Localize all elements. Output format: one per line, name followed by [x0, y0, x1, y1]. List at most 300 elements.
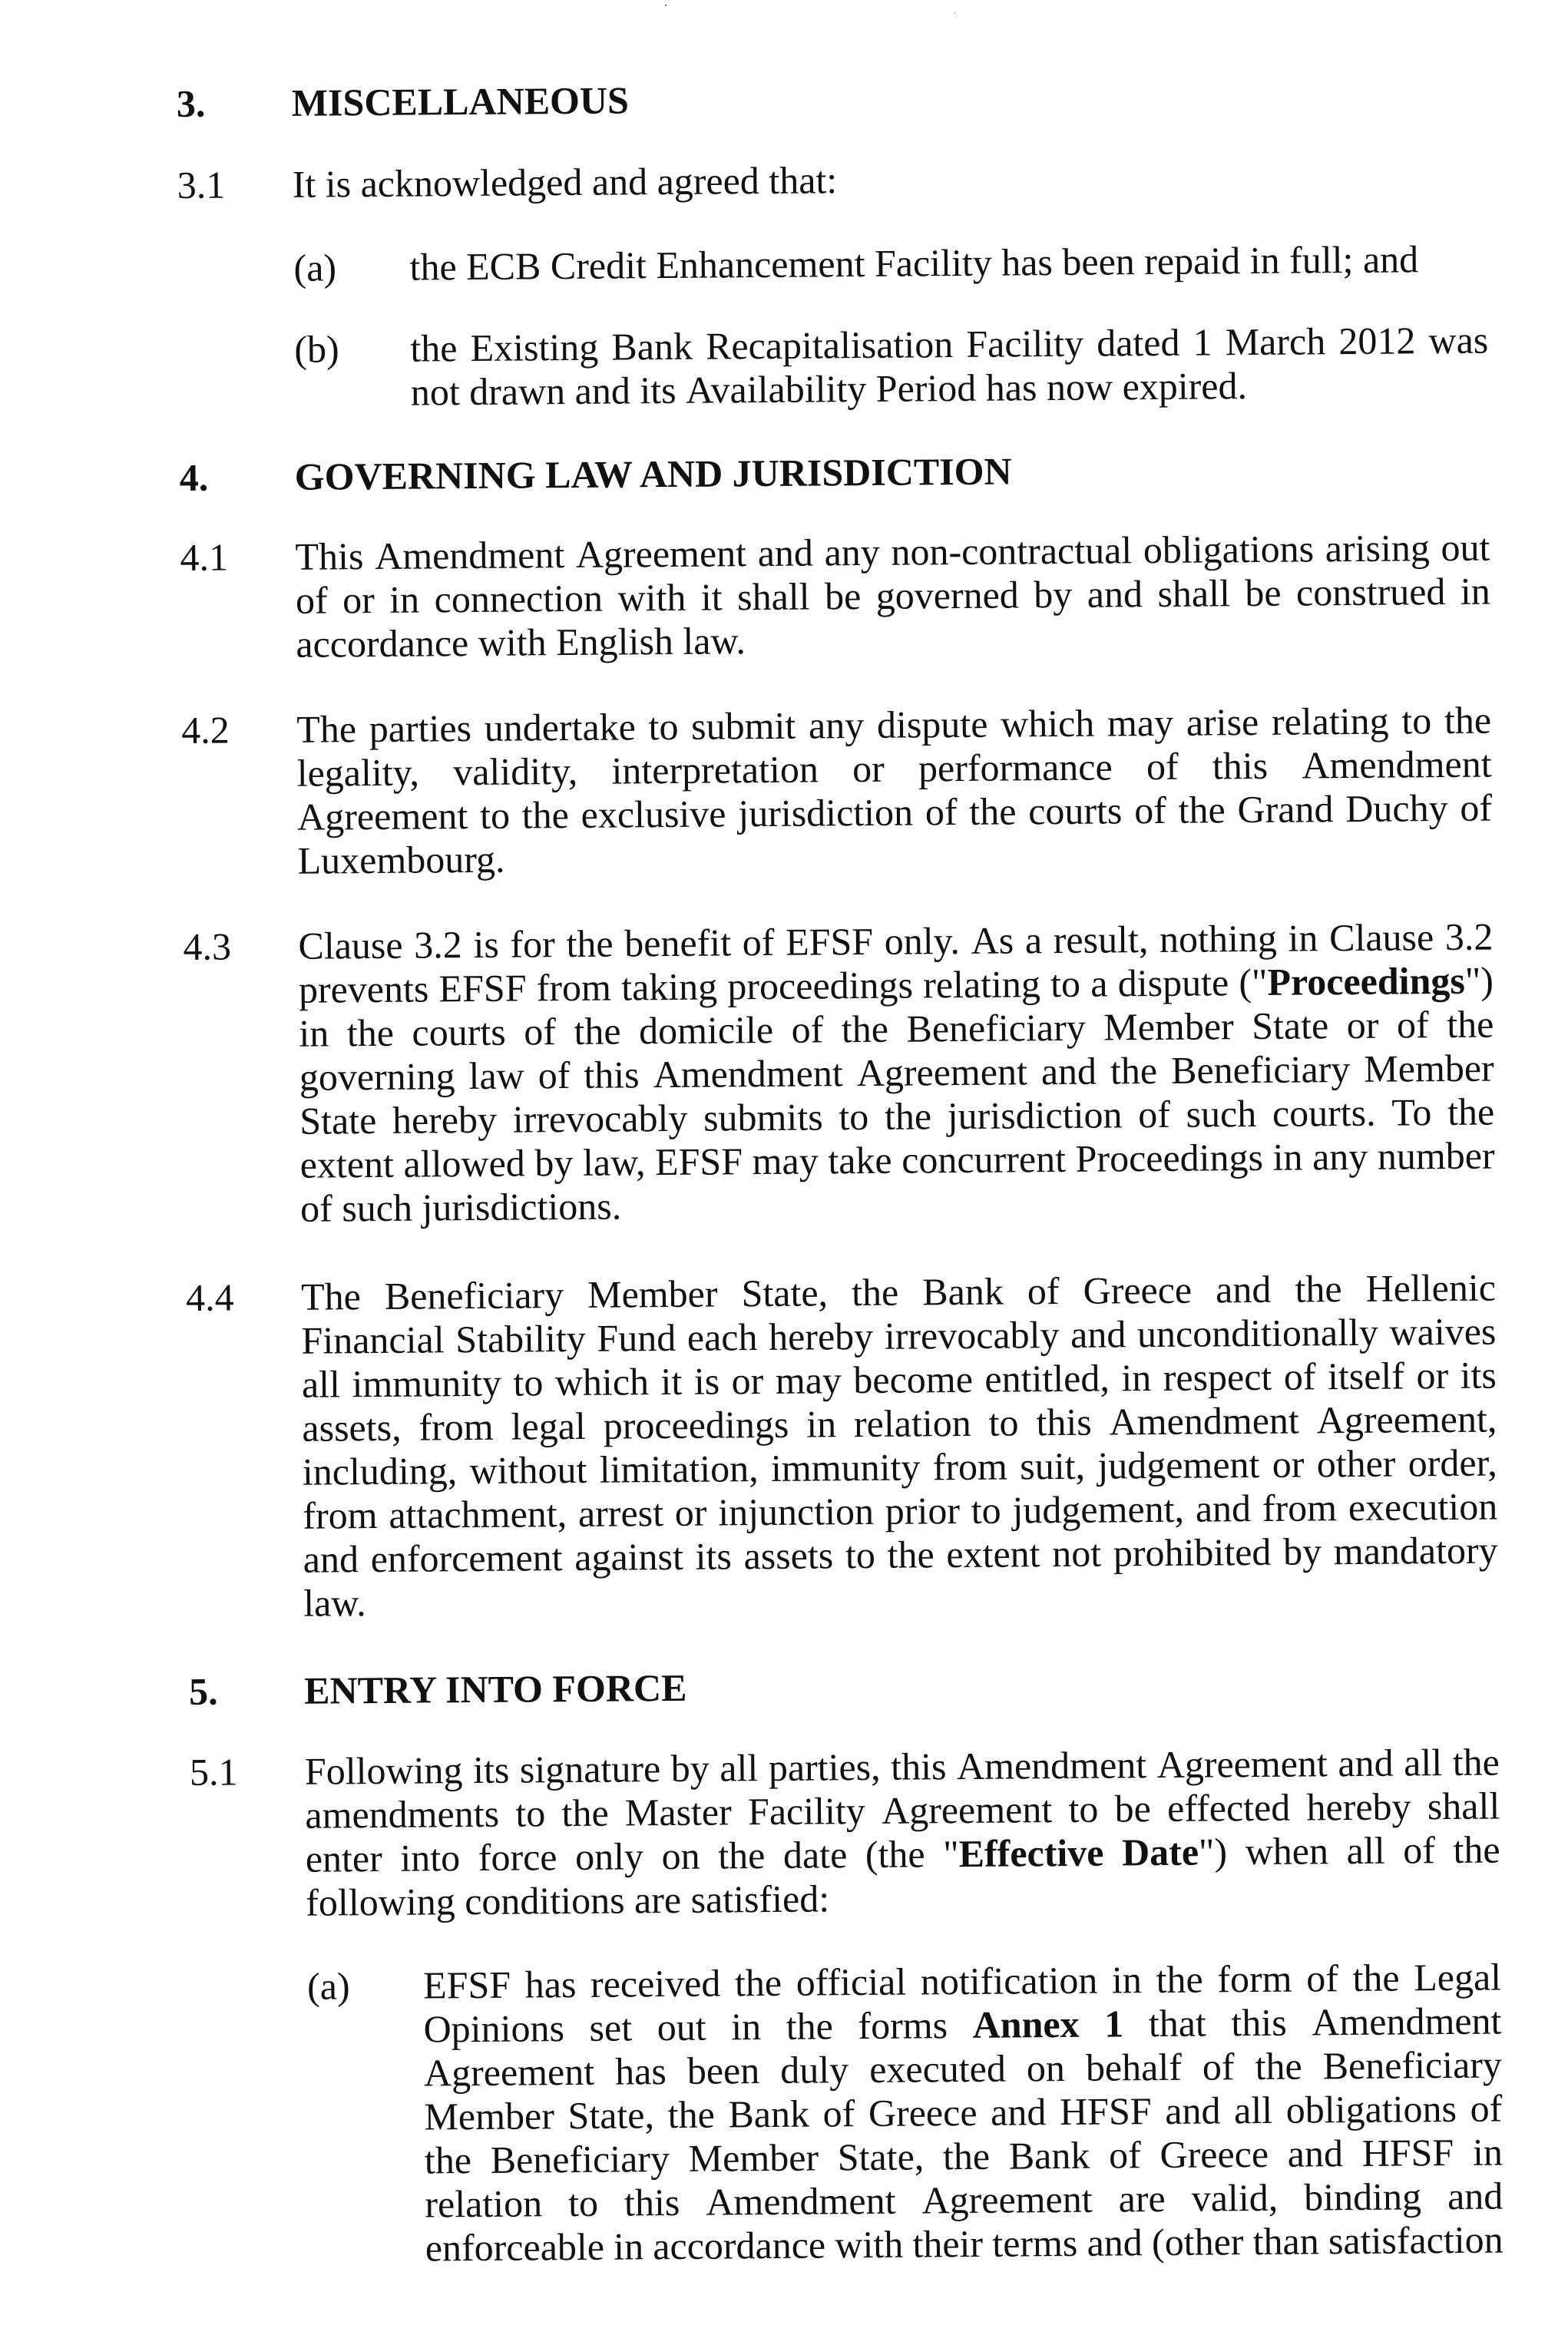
word: shall — [1157, 571, 1231, 615]
word: to — [1050, 961, 1081, 1006]
word: to — [515, 1791, 546, 1835]
word: Greece — [868, 2090, 978, 2135]
word: against — [574, 1534, 684, 1579]
word: to — [513, 1361, 544, 1404]
word: Clause — [298, 923, 403, 967]
item-text — [423, 1956, 1503, 2270]
item-text — [410, 319, 1489, 415]
clause-number: 4.4 — [185, 1275, 234, 1319]
word: when — [1245, 1829, 1329, 1874]
word: Stability — [455, 1316, 586, 1361]
word: has — [524, 1962, 577, 2006]
word: the — [566, 921, 614, 966]
clause-3-1 — [0, 153, 1568, 207]
word: dispute — [1117, 961, 1229, 1005]
word: all — [1403, 1741, 1443, 1784]
item-label: (b) — [294, 327, 339, 371]
word: undertake — [484, 705, 637, 749]
word: courts — [412, 1010, 506, 1054]
word: from — [1262, 1486, 1338, 1530]
word: hereby — [392, 1097, 498, 1142]
word: date — [782, 1833, 848, 1877]
word: to — [479, 793, 511, 837]
word: repaid — [1144, 239, 1241, 283]
clause-5-1 — [13, 1740, 1568, 1924]
word: Beneficiary — [1170, 1047, 1351, 1092]
word: satisfied: — [690, 1877, 830, 1921]
word: dated — [1096, 320, 1180, 365]
word: (the — [865, 1832, 925, 1877]
word: of — [1027, 1269, 1060, 1313]
word: in — [299, 1011, 329, 1055]
word: performance — [918, 745, 1113, 790]
word: of — [295, 578, 328, 622]
word: Beneficiary — [384, 1273, 564, 1318]
word: its — [1460, 1353, 1497, 1397]
word: State — [1251, 1004, 1329, 1048]
word: number — [1377, 1133, 1495, 1178]
word: relating — [1271, 699, 1389, 743]
word: EFSF — [422, 1963, 511, 2007]
word: form — [1217, 1956, 1292, 2001]
word: binding — [1304, 2175, 1422, 2219]
text-line — [301, 1310, 1496, 1363]
word: obligations — [1143, 527, 1315, 572]
clause-text — [296, 699, 1493, 883]
word: irrevocably — [884, 1313, 1060, 1358]
word: courts. — [1272, 1090, 1376, 1135]
word: all — [1233, 2088, 1273, 2132]
word: Agreement — [881, 1788, 1053, 1832]
word: Member — [587, 1272, 718, 1316]
word: the — [786, 2004, 834, 2048]
word: set — [589, 2006, 633, 2049]
word: arrest — [577, 1491, 664, 1535]
word: forms — [858, 2003, 948, 2048]
clause-3-1-item-a — [1, 236, 1568, 289]
word: nothing — [1159, 916, 1278, 961]
word: it — [700, 575, 723, 619]
word: the — [424, 2138, 472, 2182]
word: is — [473, 922, 500, 966]
word: and — [1087, 572, 1143, 616]
word: in — [1249, 238, 1280, 283]
word: jurisdiction — [738, 790, 914, 835]
word: of — [1460, 785, 1493, 829]
word: the — [1156, 1957, 1203, 2002]
word: ECB — [465, 244, 541, 289]
word: or — [342, 577, 375, 622]
word: legal — [511, 1404, 587, 1448]
word: Hellenic — [1365, 1265, 1497, 1310]
word: Member — [1364, 1046, 1494, 1090]
word: assets, — [302, 1405, 402, 1450]
word: in — [613, 2224, 644, 2268]
clause-text — [301, 1266, 1499, 1626]
word: notification — [920, 1958, 1098, 2003]
word: its — [472, 1748, 510, 1792]
word: Period — [875, 365, 977, 410]
word: not — [1052, 1531, 1102, 1576]
word: or — [1272, 1442, 1305, 1486]
word: submits — [703, 1095, 823, 1139]
word: only. — [884, 919, 961, 963]
word: hereby — [1306, 1784, 1411, 1829]
word: take — [828, 1138, 892, 1182]
clause-number: 4.1 — [180, 535, 229, 579]
word: unconditionally — [1136, 1310, 1379, 1356]
word: Beneficiary — [1322, 2042, 1503, 2088]
word: accordance — [296, 621, 469, 666]
word: be — [824, 574, 862, 618]
word: interpretation — [611, 747, 819, 792]
text-line — [411, 362, 1489, 415]
word: or — [1416, 1354, 1449, 1397]
clause-number: 3.1 — [177, 163, 226, 207]
word: the — [942, 2134, 991, 2178]
word: of — [1108, 2133, 1141, 2177]
word: and — [303, 1537, 359, 1581]
word: legality, — [296, 750, 420, 795]
word: Member — [1103, 1004, 1234, 1049]
word: signature — [519, 1747, 661, 1791]
word: a — [1024, 918, 1043, 962]
word: not — [410, 370, 460, 414]
word: governing — [299, 1054, 455, 1099]
word: been — [1062, 240, 1135, 283]
word: other — [1316, 1441, 1396, 1486]
word: the — [667, 2092, 715, 2137]
word: Bank — [611, 324, 693, 369]
word: following — [306, 1880, 455, 1924]
word: by — [534, 1140, 574, 1185]
clause-number: 4.2 — [181, 708, 230, 752]
word: from — [303, 1493, 378, 1537]
clause-4-1 — [3, 525, 1568, 666]
text-line — [300, 1134, 1495, 1187]
word: become — [853, 1357, 974, 1402]
word: the — [574, 1009, 621, 1053]
word: arising — [1325, 526, 1431, 571]
text-line — [297, 830, 1492, 883]
word: of — [524, 1010, 557, 1053]
word: to — [971, 1488, 1001, 1532]
word: relating — [922, 962, 1041, 1007]
word: any — [1312, 1134, 1368, 1179]
word: this — [584, 1053, 640, 1096]
word: State, — [567, 2093, 655, 2138]
word: of — [1396, 1003, 1429, 1047]
word: the — [1352, 1956, 1400, 2000]
word: to — [567, 2181, 599, 2225]
word: are — [1118, 2176, 1166, 2221]
clause-4-4 — [9, 1265, 1568, 1625]
word: relation — [425, 2181, 543, 2226]
word: exclusive — [581, 792, 726, 836]
word: HFSF — [1361, 2131, 1454, 2175]
word: suit, — [1020, 1444, 1086, 1488]
word: attachment, — [389, 1492, 567, 1536]
word: Annex — [972, 2002, 1080, 2046]
word: Amendment — [1109, 1398, 1300, 1444]
text-line — [300, 1178, 1495, 1231]
clause-4-2 — [5, 698, 1568, 882]
word: of — [1305, 1956, 1339, 2000]
word: drawn — [469, 369, 566, 414]
word: judgement — [1097, 1442, 1260, 1487]
section-title: GOVERNING LAW AND JURISDICTION — [294, 449, 1012, 498]
word: Bank — [922, 1269, 1004, 1314]
word: The — [300, 1275, 362, 1318]
word: this — [890, 1745, 947, 1788]
word: submit — [690, 703, 796, 748]
word: a — [1090, 961, 1108, 1005]
clause-text — [295, 526, 1490, 666]
word: State, — [741, 1271, 829, 1315]
word: the — [1452, 1740, 1500, 1784]
word: law, — [582, 1140, 646, 1184]
word: ("Proceedings") — [1239, 958, 1494, 1004]
word: It — [292, 162, 316, 206]
word: and — [1040, 1049, 1097, 1093]
word: this — [1212, 743, 1269, 788]
clause-3-1-item-b — [2, 318, 1568, 414]
text-line — [425, 2218, 1503, 2270]
word: enter — [305, 1836, 382, 1880]
word: of — [1283, 1354, 1316, 1398]
word: enforcement — [370, 1536, 563, 1581]
word: and — [1447, 2174, 1503, 2218]
word: jurisdiction — [947, 1093, 1123, 1138]
section-number: 4. — [179, 455, 209, 499]
word: from — [536, 965, 612, 1010]
word: be — [1114, 1787, 1152, 1831]
word: Opinions — [423, 2006, 565, 2051]
word: and — [1087, 2221, 1143, 2264]
word: Credit — [550, 243, 647, 288]
word: amendments — [305, 1791, 500, 1837]
word: the — [561, 1791, 609, 1835]
word: itself — [1327, 1354, 1405, 1398]
word: "Effective — [943, 1831, 1104, 1876]
word: the — [1447, 1090, 1495, 1134]
word: from — [418, 1404, 494, 1449]
word: or — [731, 1359, 764, 1403]
word: the — [884, 1094, 932, 1138]
word: any — [824, 530, 880, 574]
word: and — [1165, 2089, 1221, 2132]
word: the — [1446, 1002, 1494, 1047]
word: immunity — [352, 1361, 502, 1406]
word: Facility — [874, 240, 992, 285]
word: of — [1133, 788, 1167, 832]
word: enforceable — [425, 2224, 605, 2270]
word: Amendment — [1312, 1999, 1502, 2044]
word: shall — [736, 574, 810, 619]
word: Agreement — [296, 794, 468, 838]
word: Bank — [1008, 2133, 1090, 2178]
word: Beneficiary — [906, 1005, 1086, 1050]
word: Greece — [1159, 2132, 1269, 2177]
word: concurrent — [901, 1136, 1067, 1182]
section-number: 5. — [188, 1669, 218, 1713]
word: the — [887, 1533, 935, 1576]
word: of — [1470, 2086, 1503, 2130]
word: was — [1428, 318, 1489, 362]
text-line — [409, 237, 1487, 289]
word: with — [478, 620, 547, 664]
word: Amendment — [653, 1051, 843, 1096]
word: The — [296, 707, 357, 751]
word: 3.2 — [1444, 914, 1494, 959]
word: Availability — [685, 366, 867, 412]
word: injunction — [718, 1489, 875, 1534]
word: may — [1107, 700, 1174, 745]
word: of — [1403, 1828, 1436, 1872]
word: valid, — [1191, 2175, 1279, 2220]
word: Duchy — [1345, 786, 1448, 831]
word: 1 — [1193, 320, 1212, 364]
word: official — [796, 1960, 907, 2004]
word: Facility — [747, 1789, 866, 1834]
word: out — [657, 2005, 706, 2049]
word: To — [1391, 1090, 1432, 1134]
word: may — [752, 1139, 819, 1183]
word: and — [1215, 1267, 1272, 1311]
word: (other — [1151, 2220, 1244, 2264]
word: HFSF — [1059, 2089, 1152, 2134]
word: extent — [299, 1142, 395, 1186]
word: governed — [875, 573, 1020, 617]
word: irrevocably — [512, 1096, 688, 1141]
word: including, — [302, 1449, 458, 1493]
word: Facility — [966, 321, 1084, 365]
word: respect — [1163, 1354, 1272, 1399]
word: of — [1202, 2045, 1235, 2089]
word: in — [1272, 1135, 1303, 1179]
word: Greece — [1083, 1268, 1193, 1312]
word: this — [1036, 1400, 1092, 1444]
word: judgement, — [1012, 1487, 1185, 1532]
word: the — [1178, 788, 1226, 832]
word: by — [670, 1746, 710, 1791]
word: Amendment — [706, 2178, 896, 2224]
word: and — [1362, 237, 1419, 281]
word: the — [1444, 698, 1492, 742]
word: of — [1138, 1092, 1171, 1136]
word: the — [1453, 1827, 1500, 1872]
word: jurisdictions. — [422, 1184, 622, 1229]
word: the — [346, 1010, 395, 1055]
word: March — [1225, 319, 1326, 364]
word: Agreement — [921, 2177, 1093, 2222]
word: that — [1148, 2001, 1207, 2046]
word: Recapitalisation — [705, 322, 954, 368]
word: to — [845, 1533, 876, 1577]
word: such — [342, 1186, 413, 1230]
scan-speck — [954, 12, 955, 13]
word: law. — [303, 1581, 366, 1625]
word: Fund — [597, 1315, 676, 1360]
word: execution — [1348, 1484, 1498, 1530]
clause-5-1-item-a — [15, 1955, 1568, 2270]
word: effected — [1166, 1785, 1291, 1830]
word: allowed — [403, 1141, 525, 1186]
word: Following — [304, 1748, 463, 1793]
word: and — [990, 2090, 1047, 2134]
word: agreed — [657, 159, 760, 203]
word: result, — [1053, 918, 1149, 962]
word: and — [1070, 1312, 1126, 1356]
word: Proceedings — [1075, 1135, 1264, 1180]
word: prevents — [298, 967, 429, 1011]
word: which — [554, 1360, 650, 1404]
word: on — [1026, 2046, 1066, 2090]
word: or — [852, 746, 885, 791]
word: executed — [868, 2046, 1007, 2091]
word: proceedings — [603, 1402, 789, 1447]
word: been — [686, 2049, 760, 2092]
word: prior — [885, 1489, 961, 1533]
word: all — [719, 1746, 759, 1790]
word: limitation, — [599, 1447, 759, 1491]
word: full; — [1288, 237, 1354, 282]
word: Clause — [1328, 915, 1434, 960]
word: for — [510, 922, 556, 966]
word: and — [1195, 1487, 1252, 1530]
word: its — [640, 368, 676, 412]
word: 1 — [1103, 2002, 1124, 2046]
word: Agreement, — [1316, 1397, 1497, 1442]
word: than — [1252, 2219, 1319, 2264]
word: non-contractual — [891, 528, 1133, 574]
word: each — [686, 1315, 758, 1359]
word: conditions — [464, 1878, 625, 1923]
word: of — [299, 1186, 333, 1230]
word: EFSF — [654, 1139, 743, 1184]
word: Bank — [728, 2092, 810, 2136]
word: benefit — [624, 921, 732, 965]
word: Date") — [1121, 1830, 1228, 1874]
word: that: — [769, 158, 838, 202]
word: entitled, — [984, 1356, 1110, 1401]
word: Member — [424, 2094, 555, 2138]
word: by — [1034, 572, 1073, 617]
word: all — [1346, 1828, 1385, 1873]
section-5-heading — [12, 1659, 1568, 1713]
word: accordance — [653, 2223, 826, 2268]
word: satisfaction — [1328, 2218, 1503, 2263]
word: out — [1441, 525, 1490, 570]
word: which — [1000, 701, 1095, 746]
word: and — [1287, 2132, 1344, 2175]
word: force — [478, 1835, 557, 1879]
text-line — [292, 154, 1487, 207]
word: Agreement — [423, 2049, 595, 2095]
word: duly — [780, 2048, 849, 2092]
word: this — [624, 2180, 680, 2224]
scan-speck — [665, 5, 667, 6]
word: Amendment — [374, 533, 565, 577]
word: arise — [1186, 699, 1259, 744]
word: of — [538, 1053, 571, 1097]
word: prohibited — [1113, 1530, 1272, 1575]
word: construed — [1295, 570, 1446, 614]
word: in — [1121, 1356, 1152, 1400]
word: in — [1472, 2130, 1503, 2174]
word: by — [1282, 1530, 1322, 1573]
word: to — [1401, 699, 1432, 742]
